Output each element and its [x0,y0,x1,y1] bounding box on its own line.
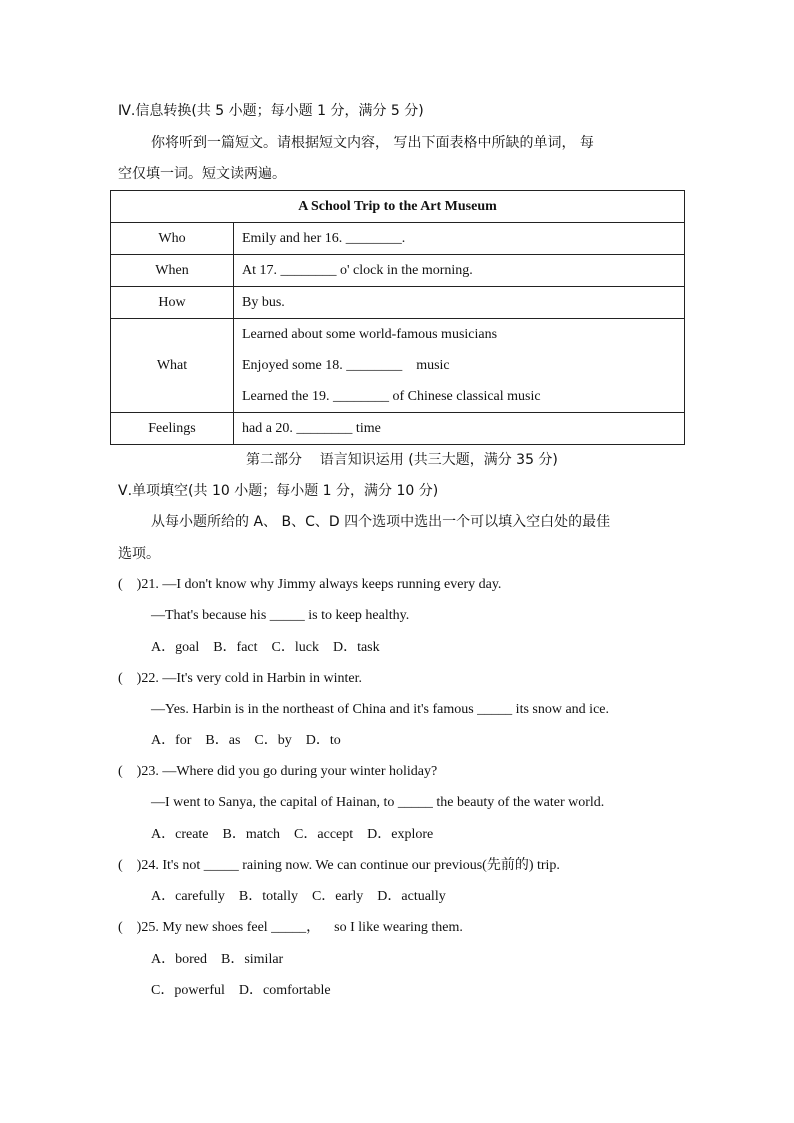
section5-heading: Ⅴ.单项填空(共 10 小题；每小题 1 分，满分 10 分) [118,483,439,499]
answer-line-16: Emily and her 16. ________. [242,231,406,246]
row-label-how: How [111,287,234,319]
answer-line-19: Learned the 19. ________ of Chinese classical music [242,389,541,404]
table-row [111,319,685,413]
question-22-options: A．for B．as C．by D．to [151,733,341,748]
question-24-options: A．carefully B．totally C．early D．actually [151,889,446,904]
section4-instruction-line1: 你将听到一篇短文。请根据短文内容， 写出下面表格中所缺的单词， 每 [151,135,594,151]
row-label-when: When [111,255,234,287]
question-21-stem: ( )21. —I don't know why Jimmy always keeps running every day. [118,577,502,592]
section4-heading: Ⅳ.信息转换(共 5 小题；每小题 1 分，满分 5 分) [118,103,424,119]
question-23-response: —I went to Sanya, the capital of Hainan, to _____ the beauty of the water world. [151,795,605,810]
section5-instruction-line2: 选项。 [118,546,160,562]
question-23-stem: ( )23. —Where did you go during your winter holiday? [118,764,438,779]
section4-instruction-line2: 空仅填一词。短文读两遍。 [118,166,286,182]
question-25-options-line2: C．powerful D．comfortable [151,983,331,998]
row-label-feelings: Feelings [111,413,234,445]
row-label-what: What [111,319,234,413]
table-row [111,223,685,255]
answer-line-17: At 17. ________ o' clock in the morning. [242,263,473,278]
part2-heading: 第二部分 语言知识运用 (共三大题，满分 35 分) [246,452,558,468]
table-caption-row [111,191,685,223]
table-caption: A School Trip to the Art Museum [111,191,685,223]
question-21-response: —That's because his _____ is to keep healthy. [151,608,410,623]
table-row [111,413,685,445]
row-content-who [234,223,685,255]
row-content-when [234,255,685,287]
row-content-feelings [234,413,685,445]
question-22-response: —Yes. Harbin is in the northeast of China and it's famous _____ its snow and ice. [151,702,609,717]
question-22-stem: ( )22. —It's very cold in Harbin in winter. [118,671,362,686]
answer-line-18: Enjoyed some 18. ________ music [242,358,450,373]
row-label-who: Who [111,223,234,255]
question-24-stem: ( )24. It's not _____ raining now. We can continue our previous(先前的) trip. [118,858,560,873]
what-line-1: Learned about some world-famous musicians [242,327,498,342]
question-21-options: A．goal B．fact C．luck D．task [151,640,380,655]
question-25-stem: ( )25. My new shoes feel _____， so I like wearing them. [118,920,463,935]
table-row [111,255,685,287]
how-line: By bus. [242,295,285,310]
row-content-what [234,319,685,413]
answer-line-20: had a 20. ________ time [242,421,381,436]
row-content-how [234,287,685,319]
question-23-options: A．create B．match C．accept D．explore [151,827,434,842]
table-row [111,287,685,319]
section5-instruction-line1: 从每小题所给的 A、 B、C、D 四个选项中选出一个可以填入空白处的最佳 [151,514,611,530]
question-25-options-line1: A．bored B．similar [151,952,284,967]
info-transfer-table [110,190,685,445]
